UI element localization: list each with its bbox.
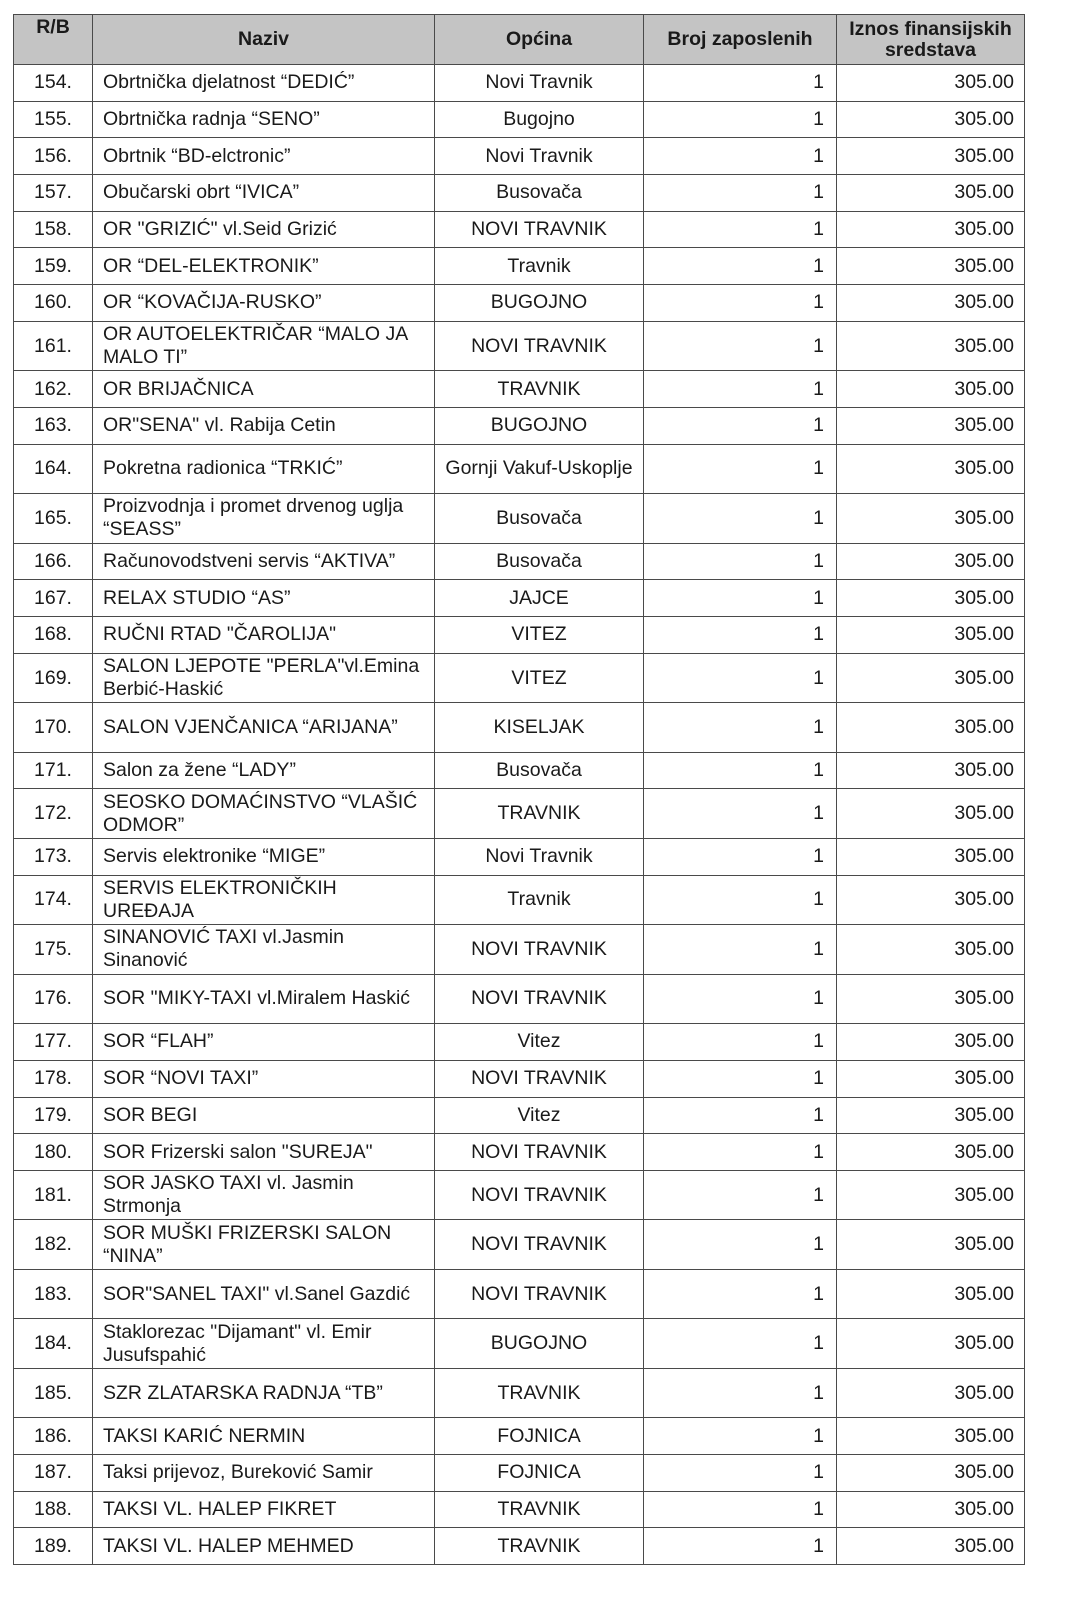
cell-broj-zaposlenih: 1 <box>644 211 837 248</box>
cell-naziv: RUČNI RTAD "ČAROLIJA" <box>93 617 435 654</box>
table-row <box>14 408 1025 445</box>
cell-naziv: Salon za žene “LADY” <box>93 752 435 789</box>
cell-iznos: 305.00 <box>837 1220 1025 1270</box>
cell-opcina: TRAVNIK <box>435 789 644 839</box>
cell-naziv: Obrtnička djelatnost “DEDIĆ” <box>93 65 435 102</box>
header-broj-zaposlenih: Broj zaposlenih <box>644 15 837 65</box>
cell-naziv: RELAX STUDIO “AS” <box>93 580 435 617</box>
table-row <box>14 1269 1025 1319</box>
cell-opcina: TRAVNIK <box>435 1491 644 1528</box>
table-row <box>14 838 1025 875</box>
cell-broj-zaposlenih: 1 <box>644 617 837 654</box>
cell-naziv: Obrtnička radnja “SENO” <box>93 101 435 138</box>
cell-opcina: BUGOJNO <box>435 1319 644 1369</box>
cell-broj-zaposlenih: 1 <box>644 875 837 925</box>
cell-opcina: BUGOJNO <box>435 285 644 322</box>
cell-broj-zaposlenih: 1 <box>644 1097 837 1134</box>
cell-naziv: SERVIS ELEKTRONIČKIH UREĐAJA <box>93 875 435 925</box>
table-row <box>14 444 1025 494</box>
cell-iznos: 305.00 <box>837 371 1025 408</box>
cell-iznos: 305.00 <box>837 1060 1025 1097</box>
cell-rb: 181. <box>14 1170 93 1220</box>
cell-rb: 166. <box>14 543 93 580</box>
cell-rb: 171. <box>14 752 93 789</box>
cell-rb: 156. <box>14 138 93 175</box>
cell-naziv: SOR “NOVI TAXI” <box>93 1060 435 1097</box>
cell-opcina: Gornji Vakuf-Uskoplje <box>435 444 644 494</box>
cell-rb: 175. <box>14 925 93 975</box>
cell-iznos: 305.00 <box>837 175 1025 212</box>
table-row <box>14 248 1025 285</box>
cell-broj-zaposlenih: 1 <box>644 371 837 408</box>
header-iznos: Iznos finansijskih sredstava <box>837 15 1025 65</box>
cell-rb: 160. <box>14 285 93 322</box>
cell-rb: 173. <box>14 838 93 875</box>
cell-naziv: SINANOVIĆ TAXI vl.Jasmin Sinanović <box>93 925 435 975</box>
cell-broj-zaposlenih: 1 <box>644 1060 837 1097</box>
cell-naziv: SOR JASKO TAXI vl. Jasmin Strmonja <box>93 1170 435 1220</box>
cell-broj-zaposlenih: 1 <box>644 703 837 753</box>
cell-opcina: Busovača <box>435 175 644 212</box>
cell-opcina: Travnik <box>435 875 644 925</box>
table-row <box>14 211 1025 248</box>
cell-iznos: 305.00 <box>837 925 1025 975</box>
table-row <box>14 974 1025 1024</box>
cell-rb: 157. <box>14 175 93 212</box>
cell-opcina: NOVI TRAVNIK <box>435 1269 644 1319</box>
cell-broj-zaposlenih: 1 <box>644 543 837 580</box>
cell-broj-zaposlenih: 1 <box>644 1319 837 1369</box>
table-row <box>14 285 1025 322</box>
cell-naziv: SOR "MIKY-TAXI vl.Miralem Haskić <box>93 974 435 1024</box>
cell-broj-zaposlenih: 1 <box>644 1528 837 1565</box>
cell-iznos: 305.00 <box>837 1134 1025 1171</box>
cell-iznos: 305.00 <box>837 1024 1025 1061</box>
cell-broj-zaposlenih: 1 <box>644 248 837 285</box>
cell-iznos: 305.00 <box>837 653 1025 703</box>
cell-broj-zaposlenih: 1 <box>644 285 837 322</box>
cell-opcina: TRAVNIK <box>435 371 644 408</box>
cell-naziv: Servis elektronike “MIGE” <box>93 838 435 875</box>
cell-iznos: 305.00 <box>837 101 1025 138</box>
cell-naziv: OR"SENA" vl. Rabija Cetin <box>93 408 435 445</box>
table-row <box>14 875 1025 925</box>
cell-opcina: NOVI TRAVNIK <box>435 1060 644 1097</box>
cell-iznos: 305.00 <box>837 408 1025 445</box>
cell-rb: 167. <box>14 580 93 617</box>
cell-broj-zaposlenih: 1 <box>644 175 837 212</box>
cell-naziv: Taksi prijevoz, Bureković Samir <box>93 1455 435 1492</box>
cell-iznos: 305.00 <box>837 1455 1025 1492</box>
cell-broj-zaposlenih: 1 <box>644 65 837 102</box>
cell-broj-zaposlenih: 1 <box>644 101 837 138</box>
cell-naziv: OR "GRIZIĆ" vl.Seid Grizić <box>93 211 435 248</box>
cell-opcina: Busovača <box>435 752 644 789</box>
cell-opcina: NOVI TRAVNIK <box>435 1170 644 1220</box>
cell-naziv: Obrtnik “BD-elctronic” <box>93 138 435 175</box>
cell-naziv: TAKSI VL. HALEP MEHMED <box>93 1528 435 1565</box>
table-row <box>14 371 1025 408</box>
table-header <box>14 15 1025 65</box>
cell-broj-zaposlenih: 1 <box>644 1024 837 1061</box>
cell-broj-zaposlenih: 1 <box>644 838 837 875</box>
cell-naziv: Proizvodnja i promet drvenog uglja “SEASS” <box>93 494 435 544</box>
cell-broj-zaposlenih: 1 <box>644 925 837 975</box>
cell-iznos: 305.00 <box>837 703 1025 753</box>
table-row <box>14 1097 1025 1134</box>
cell-opcina: NOVI TRAVNIK <box>435 925 644 975</box>
cell-iznos: 305.00 <box>837 285 1025 322</box>
cell-naziv: OR “DEL-ELEKTRONIK” <box>93 248 435 285</box>
cell-iznos: 305.00 <box>837 1319 1025 1369</box>
cell-iznos: 305.00 <box>837 494 1025 544</box>
table-body <box>14 65 1025 1565</box>
cell-naziv: SOR BEGI <box>93 1097 435 1134</box>
cell-naziv: TAKSI VL. HALEP FIKRET <box>93 1491 435 1528</box>
cell-iznos: 305.00 <box>837 1418 1025 1455</box>
cell-opcina: NOVI TRAVNIK <box>435 1220 644 1270</box>
cell-iznos: 305.00 <box>837 838 1025 875</box>
cell-iznos: 305.00 <box>837 875 1025 925</box>
table-row <box>14 789 1025 839</box>
cell-rb: 182. <box>14 1220 93 1270</box>
cell-naziv: OR AUTOELEKTRIČAR “MALO JA MALO TI” <box>93 321 435 371</box>
table-row <box>14 138 1025 175</box>
cell-rb: 172. <box>14 789 93 839</box>
cell-opcina: Busovača <box>435 543 644 580</box>
table-row <box>14 1319 1025 1369</box>
header-row <box>14 15 1025 65</box>
cell-opcina: Novi Travnik <box>435 138 644 175</box>
cell-opcina: Novi Travnik <box>435 838 644 875</box>
cell-rb: 184. <box>14 1319 93 1369</box>
cell-broj-zaposlenih: 1 <box>644 1491 837 1528</box>
table-row <box>14 1170 1025 1220</box>
cell-naziv: SOR Frizerski salon "SUREJA" <box>93 1134 435 1171</box>
table-row <box>14 65 1025 102</box>
cell-opcina: FOJNICA <box>435 1455 644 1492</box>
cell-rb: 154. <box>14 65 93 102</box>
cell-naziv: SZR ZLATARSKA RADNJA “TB” <box>93 1368 435 1418</box>
cell-naziv: Računovodstveni servis “AKTIVA” <box>93 543 435 580</box>
cell-naziv: SALON VJENČANICA “ARIJANA” <box>93 703 435 753</box>
cell-iznos: 305.00 <box>837 321 1025 371</box>
cell-naziv: Staklorezac "Dijamant" vl. Emir Jusufspahić <box>93 1319 435 1369</box>
cell-naziv: OR BRIJAČNICA <box>93 371 435 408</box>
header-opcina: Općina <box>435 15 644 65</box>
cell-naziv: SEOSKO DOMAĆINSTVO “VLAŠIĆ ODMOR” <box>93 789 435 839</box>
cell-opcina: Novi Travnik <box>435 65 644 102</box>
cell-opcina: VITEZ <box>435 617 644 654</box>
cell-broj-zaposlenih: 1 <box>644 974 837 1024</box>
cell-iznos: 305.00 <box>837 444 1025 494</box>
cell-rb: 180. <box>14 1134 93 1171</box>
cell-broj-zaposlenih: 1 <box>644 1368 837 1418</box>
cell-rb: 177. <box>14 1024 93 1061</box>
cell-iznos: 305.00 <box>837 1170 1025 1220</box>
cell-opcina: JAJCE <box>435 580 644 617</box>
cell-iznos: 305.00 <box>837 789 1025 839</box>
cell-rb: 158. <box>14 211 93 248</box>
cell-naziv: SOR “FLAH” <box>93 1024 435 1061</box>
cell-rb: 164. <box>14 444 93 494</box>
cell-iznos: 305.00 <box>837 211 1025 248</box>
cell-rb: 155. <box>14 101 93 138</box>
table-row <box>14 653 1025 703</box>
cell-broj-zaposlenih: 1 <box>644 408 837 445</box>
cell-opcina: NOVI TRAVNIK <box>435 211 644 248</box>
table-row <box>14 101 1025 138</box>
cell-rb: 169. <box>14 653 93 703</box>
cell-opcina: Bugojno <box>435 101 644 138</box>
cell-iznos: 305.00 <box>837 617 1025 654</box>
cell-rb: 165. <box>14 494 93 544</box>
cell-iznos: 305.00 <box>837 580 1025 617</box>
cell-iznos: 305.00 <box>837 248 1025 285</box>
cell-rb: 185. <box>14 1368 93 1418</box>
table-row <box>14 1220 1025 1270</box>
cell-rb: 176. <box>14 974 93 1024</box>
cell-broj-zaposlenih: 1 <box>644 1418 837 1455</box>
cell-opcina: KISELJAK <box>435 703 644 753</box>
cell-broj-zaposlenih: 1 <box>644 789 837 839</box>
cell-opcina: VITEZ <box>435 653 644 703</box>
table-row <box>14 1491 1025 1528</box>
table-row <box>14 1528 1025 1565</box>
cell-broj-zaposlenih: 1 <box>644 321 837 371</box>
table-row <box>14 752 1025 789</box>
cell-broj-zaposlenih: 1 <box>644 444 837 494</box>
cell-broj-zaposlenih: 1 <box>644 1170 837 1220</box>
cell-iznos: 305.00 <box>837 1528 1025 1565</box>
cell-iznos: 305.00 <box>837 65 1025 102</box>
cell-naziv: SOR"SANEL TAXI" vl.Sanel Gazdić <box>93 1269 435 1319</box>
table-row <box>14 1418 1025 1455</box>
table-row <box>14 925 1025 975</box>
table-row <box>14 1455 1025 1492</box>
cell-naziv: SOR MUŠKI FRIZERSKI SALON “NINA” <box>93 1220 435 1270</box>
cell-opcina: TRAVNIK <box>435 1528 644 1565</box>
cell-rb: 189. <box>14 1528 93 1565</box>
table-row <box>14 1060 1025 1097</box>
header-naziv: Naziv <box>93 15 435 65</box>
beneficiaries-table <box>13 14 1025 1565</box>
cell-broj-zaposlenih: 1 <box>644 580 837 617</box>
cell-rb: 183. <box>14 1269 93 1319</box>
cell-rb: 161. <box>14 321 93 371</box>
table-row <box>14 703 1025 753</box>
cell-broj-zaposlenih: 1 <box>644 752 837 789</box>
cell-broj-zaposlenih: 1 <box>644 138 837 175</box>
table-row <box>14 617 1025 654</box>
cell-naziv: TAKSI KARIĆ NERMIN <box>93 1418 435 1455</box>
cell-broj-zaposlenih: 1 <box>644 1134 837 1171</box>
cell-naziv: SALON LJEPOTE "PERLA"vl.Emina Berbić-Haskić <box>93 653 435 703</box>
table-row <box>14 543 1025 580</box>
cell-broj-zaposlenih: 1 <box>644 1220 837 1270</box>
cell-broj-zaposlenih: 1 <box>644 1455 837 1492</box>
table-row <box>14 1134 1025 1171</box>
cell-opcina: NOVI TRAVNIK <box>435 321 644 371</box>
cell-iznos: 305.00 <box>837 1368 1025 1418</box>
cell-opcina: Vitez <box>435 1024 644 1061</box>
cell-iznos: 305.00 <box>837 1269 1025 1319</box>
cell-naziv: Pokretna radionica “TRKIĆ” <box>93 444 435 494</box>
cell-broj-zaposlenih: 1 <box>644 494 837 544</box>
cell-opcina: FOJNICA <box>435 1418 644 1455</box>
cell-broj-zaposlenih: 1 <box>644 1269 837 1319</box>
cell-rb: 187. <box>14 1455 93 1492</box>
cell-rb: 186. <box>14 1418 93 1455</box>
cell-opcina: Busovača <box>435 494 644 544</box>
cell-rb: 159. <box>14 248 93 285</box>
cell-opcina: NOVI TRAVNIK <box>435 1134 644 1171</box>
cell-iznos: 305.00 <box>837 752 1025 789</box>
cell-rb: 162. <box>14 371 93 408</box>
cell-rb: 168. <box>14 617 93 654</box>
cell-iznos: 305.00 <box>837 1491 1025 1528</box>
cell-naziv: Obučarski obrt “IVICA” <box>93 175 435 212</box>
cell-iznos: 305.00 <box>837 1097 1025 1134</box>
table-row <box>14 175 1025 212</box>
cell-rb: 174. <box>14 875 93 925</box>
cell-rb: 179. <box>14 1097 93 1134</box>
cell-iznos: 305.00 <box>837 138 1025 175</box>
table-row <box>14 580 1025 617</box>
cell-iznos: 305.00 <box>837 974 1025 1024</box>
table-row <box>14 321 1025 371</box>
table-row <box>14 1024 1025 1061</box>
header-rb: R/B <box>14 15 93 65</box>
cell-broj-zaposlenih: 1 <box>644 653 837 703</box>
cell-opcina: Vitez <box>435 1097 644 1134</box>
cell-opcina: NOVI TRAVNIK <box>435 974 644 1024</box>
table-row <box>14 494 1025 544</box>
cell-opcina: TRAVNIK <box>435 1368 644 1418</box>
cell-rb: 170. <box>14 703 93 753</box>
cell-opcina: Travnik <box>435 248 644 285</box>
table-row <box>14 1368 1025 1418</box>
cell-naziv: OR “KOVAČIJA-RUSKO” <box>93 285 435 322</box>
cell-rb: 178. <box>14 1060 93 1097</box>
cell-rb: 163. <box>14 408 93 445</box>
cell-opcina: BUGOJNO <box>435 408 644 445</box>
cell-rb: 188. <box>14 1491 93 1528</box>
cell-iznos: 305.00 <box>837 543 1025 580</box>
